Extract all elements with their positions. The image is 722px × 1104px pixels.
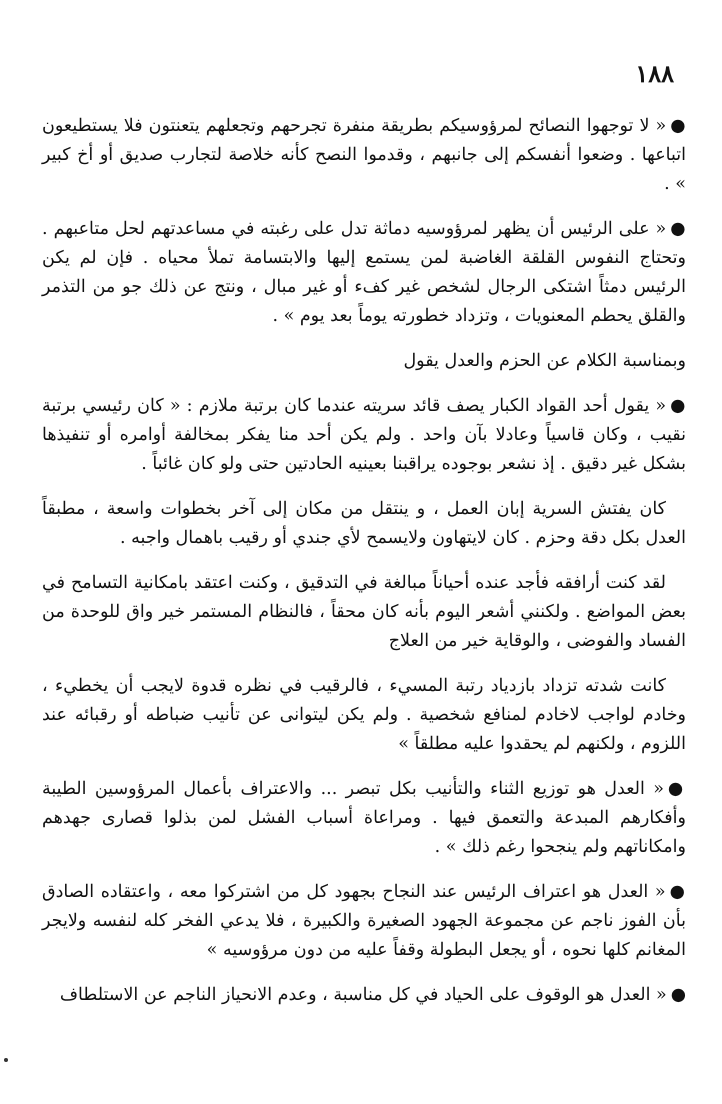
page-number: ١٨٨ xyxy=(635,59,674,88)
page-body xyxy=(42,112,686,1010)
paragraph-text: كانت شدته تزداد بازدياد رتبة المسيء ، فالرقيب في نظره قدوة لايجب أن يخطيء ، وخادم لواجب لاخادم لمنافع شخصية . ولم يكن ليتوانى عن تأنيب ضباطه أو رقبائه عند اللزوم ، ولكنهم لم يحقدوا عليه مطلقاً » xyxy=(42,676,686,754)
scan-speck xyxy=(4,1058,8,1062)
paragraph xyxy=(42,495,686,553)
paragraph-text: « العدل هو اعتراف الرئيس عند النجاح بجهود كل من اشتركوا معه ، واعتقاده الصادق بأن الفوز ناجم عن مجموعة الجهود الصغيرة والكبيرة ، فلا يدعي الفخر كله لنفسه ولايجر المغانم كلها نحوه ، أو يجعل البطولة وقفاً عليه من دون مرؤوسيه » xyxy=(42,882,686,960)
paragraph xyxy=(42,215,686,331)
paragraph-text: « العدل هو الوقوف على الحياد في كل مناسبة ، وعدم الانحياز الناجم عن الاستلطاف xyxy=(59,985,667,1005)
paragraph xyxy=(42,112,686,199)
bullet-icon: ● xyxy=(670,219,687,239)
paragraph-text: لقد كنت أرافقه فأجد عنده أحياناً مبالغة في التدقيق ، وكنت اعتقد بامكانية التسامح في بعض المواضع . ولكنني أشعر اليوم بأنه كان محقاً ، فالنظام المستمر خير واق للوحدة من الفساد والفوضى ، والوقاية خير من العلاج xyxy=(42,573,686,651)
paragraph-text: كان يفتش السرية إبان العمل ، و ينتقل من مكان إلى آخر بخطوات واسعة ، مطبقاً العدل بكل دقة وحزم . كان لايتهاون ولايسمح لأي جندي أو رقيب باهمال واجبه . xyxy=(42,499,686,548)
paragraph xyxy=(42,672,686,759)
paragraph-text: « لا توجهوا النصائح لمرؤوسيكم بطريقة منفرة تجرحهم وتجعلهم يتعنتون فلا يستطيعون اتباعها . وضعوا أنفسكم إلى جانبهم ، وقدموا النصح كأنه خلاصة لتجارب صديق أو أخ كبير » . xyxy=(42,116,686,194)
paragraph xyxy=(42,775,686,862)
paragraph-text: وبمناسبة الكلام عن الحزم والعدل يقول xyxy=(403,351,686,371)
paragraph-text: « العدل هو توزيع الثناء والتأنيب بكل تبصر ... والاعتراف بأعمال المرؤوسين الطيبة وأفكارهم المبدعة والتعمق فيها . ومراعاة أسباب الفشل لمن بذلوا قصارى جهدهم وامكاناتهم ولم ينجحوا رغم ذلك » . xyxy=(42,779,686,857)
paragraph xyxy=(42,569,686,656)
paragraph xyxy=(42,878,686,965)
paragraph-text: « على الرئيس أن يظهر لمرؤوسيه دماثة تدل على رغبته في مساعدتهم لحل متاعبهم . وتحتاج النفوس القلقة الغاضبة لمن يستمع إليها والابتسامة تملأ محياه . فإن لم يكن الرئيس دمثاً اشتكى الرجال لشخص غير كفء أو غير مبال ، ونتج عن ذلك جو من التذمر والقلق يحطم المعنويات ، وتزداد خطورته يوماً بعد يوم » . xyxy=(42,219,686,326)
paragraph xyxy=(42,981,686,1010)
bullet-icon: ● xyxy=(670,396,686,416)
bullet-icon: ● xyxy=(670,985,686,1005)
paragraph-text: « يقول أحد القواد الكبار يصف قائد سريته عندما كان برتبة ملازم : « كان رئيسي برتبة نقيب ، وكان قاسياً وعادلا بآن واحد . ولم يكن أحد منا يفكر بمخالفة أوامره أو تنفيذها بشكل غير دقيق . إذ نشعر بوجوده يراقبنا بعينيه الحادتين حتى ولو كان غائباً . xyxy=(42,396,686,474)
bullet-icon: ● xyxy=(669,882,686,902)
bullet-icon: ● xyxy=(670,116,686,136)
paragraph xyxy=(42,392,686,479)
bullet-icon: ● xyxy=(667,779,686,799)
paragraph xyxy=(42,347,686,376)
